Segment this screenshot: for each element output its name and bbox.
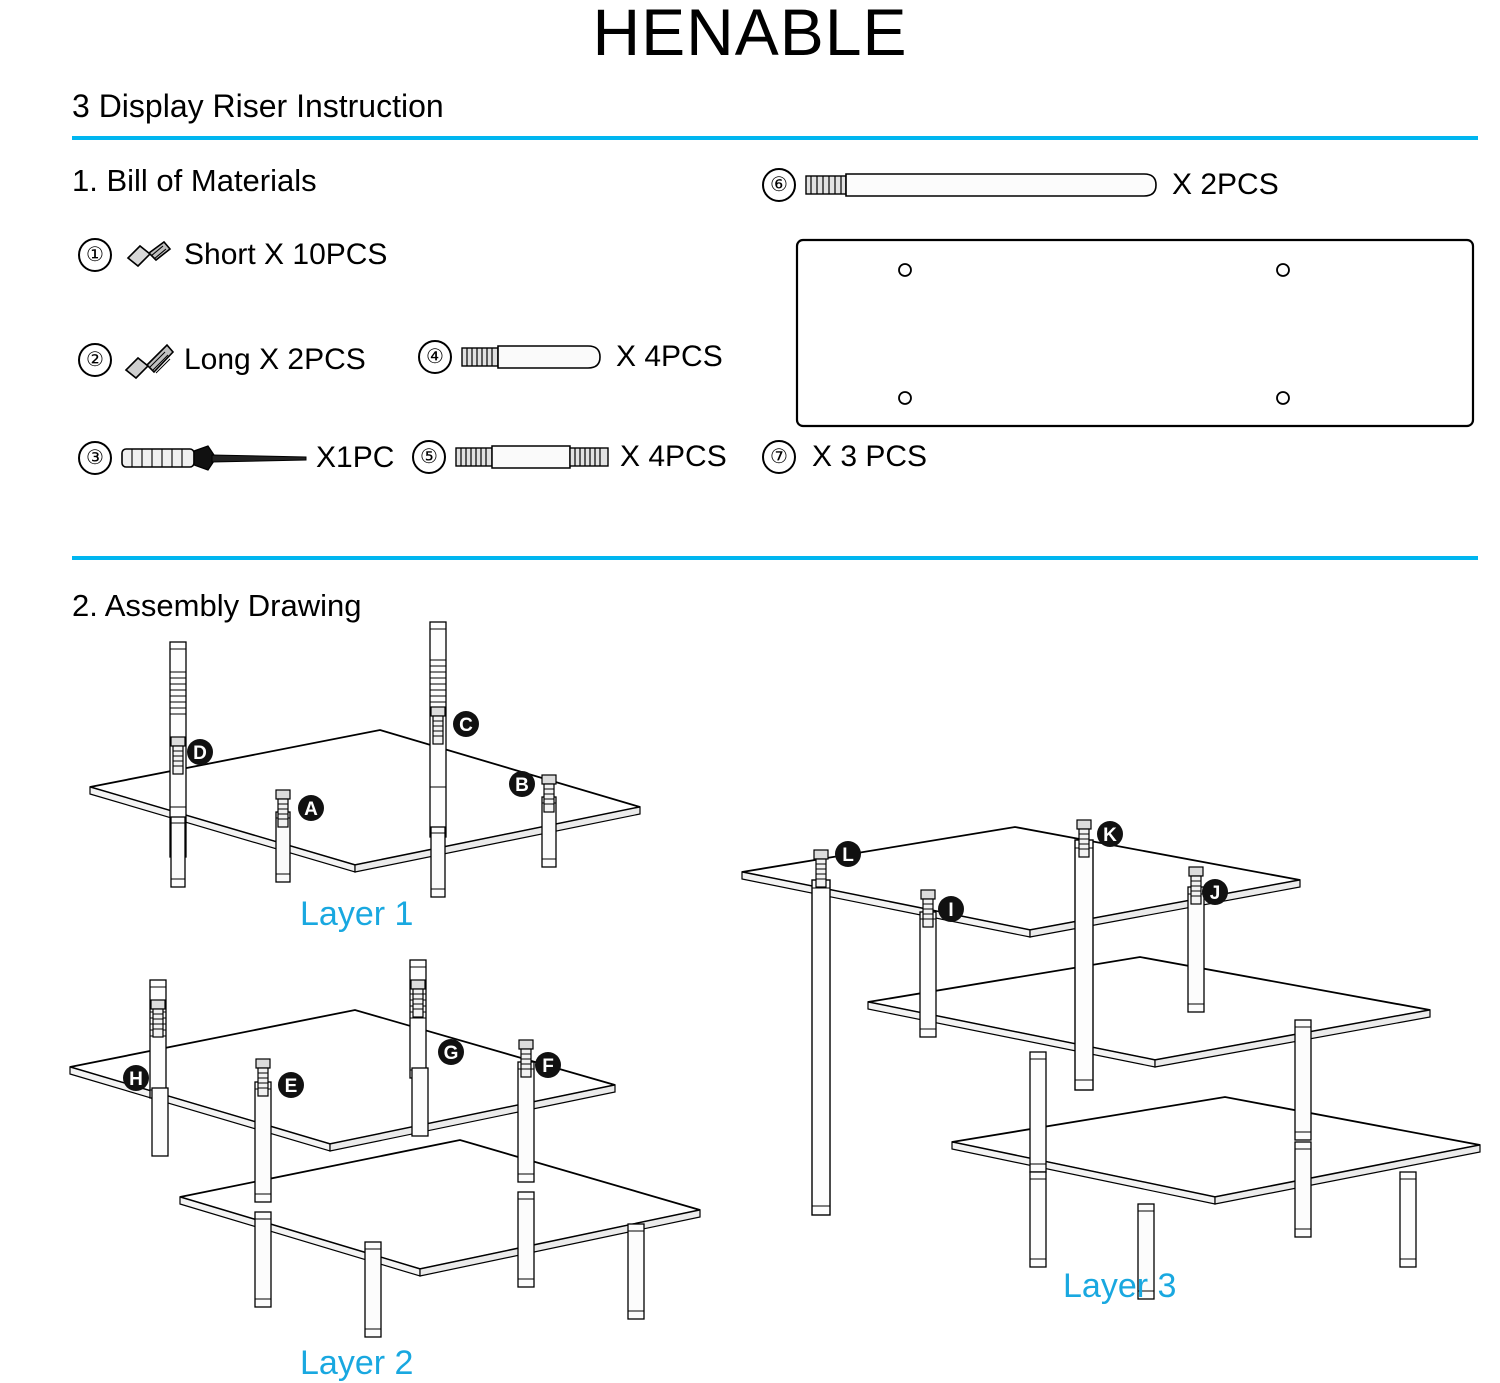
callout-L — [835, 841, 861, 867]
bom-index-4: ④ — [418, 340, 452, 374]
callout-D — [187, 739, 213, 765]
layer-2-drawing — [70, 960, 700, 1337]
svg-text:L: L — [842, 845, 854, 866]
layer-3-label: Layer 3 — [1063, 1267, 1177, 1305]
bom-index-7: ⑦ — [762, 440, 796, 474]
callout-E — [278, 1072, 304, 1098]
bom-index-5: ⑤ — [412, 440, 446, 474]
page-title: 3 Display Riser Instruction — [72, 88, 444, 124]
layer-3-drawing — [742, 820, 1480, 1299]
svg-text:E: E — [284, 1076, 298, 1097]
bom-index-1: ① — [78, 238, 112, 272]
bom-index-2: ② — [78, 343, 112, 377]
callout-I — [938, 896, 964, 922]
short-screw-icon — [120, 238, 176, 272]
bom-label-2: Long X 2PCS — [184, 343, 366, 376]
assembly-section-title: 2. Assembly Drawing — [72, 588, 362, 623]
bom-index-6: ⑥ — [762, 168, 796, 202]
svg-text:H: H — [129, 1069, 143, 1090]
bom-section-title: 1. Bill of Materials — [72, 163, 317, 198]
bom-item-4 — [418, 340, 723, 374]
bom-item-2 — [78, 340, 366, 380]
divider-top — [72, 136, 1478, 140]
svg-text:F: F — [542, 1056, 554, 1077]
long-rod-icon — [804, 168, 1164, 202]
layer-1-label: Layer 1 — [300, 895, 414, 933]
assembly-drawings — [0, 612, 1500, 1372]
callout-B — [509, 771, 535, 797]
bom-item-7 — [762, 440, 927, 474]
bom-label-5: X 4PCS — [620, 440, 727, 473]
svg-text:D: D — [193, 743, 207, 764]
acrylic-plate-icon — [795, 238, 1475, 428]
bom-label-6: X 2PCS — [1172, 168, 1279, 201]
bom-item-5 — [412, 440, 727, 474]
callout-C — [453, 711, 479, 737]
screwdriver-icon — [120, 440, 308, 476]
bom-label-3: X1PC — [316, 441, 395, 474]
bom-label-1: Short X 10PCS — [184, 238, 388, 271]
bom-item-6 — [762, 168, 1279, 202]
callout-G — [438, 1039, 464, 1065]
short-standoff-icon — [460, 340, 608, 374]
layer-2-label: Layer 2 — [300, 1344, 414, 1382]
svg-text:K: K — [1103, 825, 1117, 846]
brand-title: HENABLE — [592, 0, 908, 69]
medium-standoff-icon — [454, 440, 612, 474]
callout-H — [123, 1065, 149, 1091]
layer-1-drawing — [90, 622, 640, 897]
svg-text:C: C — [459, 715, 473, 736]
callout-F — [535, 1052, 561, 1078]
long-screw-icon — [120, 340, 176, 380]
svg-text:A: A — [304, 799, 318, 820]
callout-A — [298, 795, 324, 821]
svg-text:B: B — [515, 775, 529, 796]
bom-label-7: X 3 PCS — [812, 440, 928, 473]
bom-item-3 — [78, 440, 394, 476]
svg-text:I: I — [948, 900, 954, 921]
bom-label-4: X 4PCS — [616, 340, 723, 373]
svg-text:G: G — [443, 1043, 459, 1064]
callout-K — [1097, 821, 1123, 847]
bom-index-3: ③ — [78, 441, 112, 475]
divider-middle — [72, 556, 1478, 560]
svg-text:J: J — [1209, 883, 1221, 904]
bom-item-1 — [78, 238, 387, 272]
callout-J — [1202, 879, 1228, 905]
